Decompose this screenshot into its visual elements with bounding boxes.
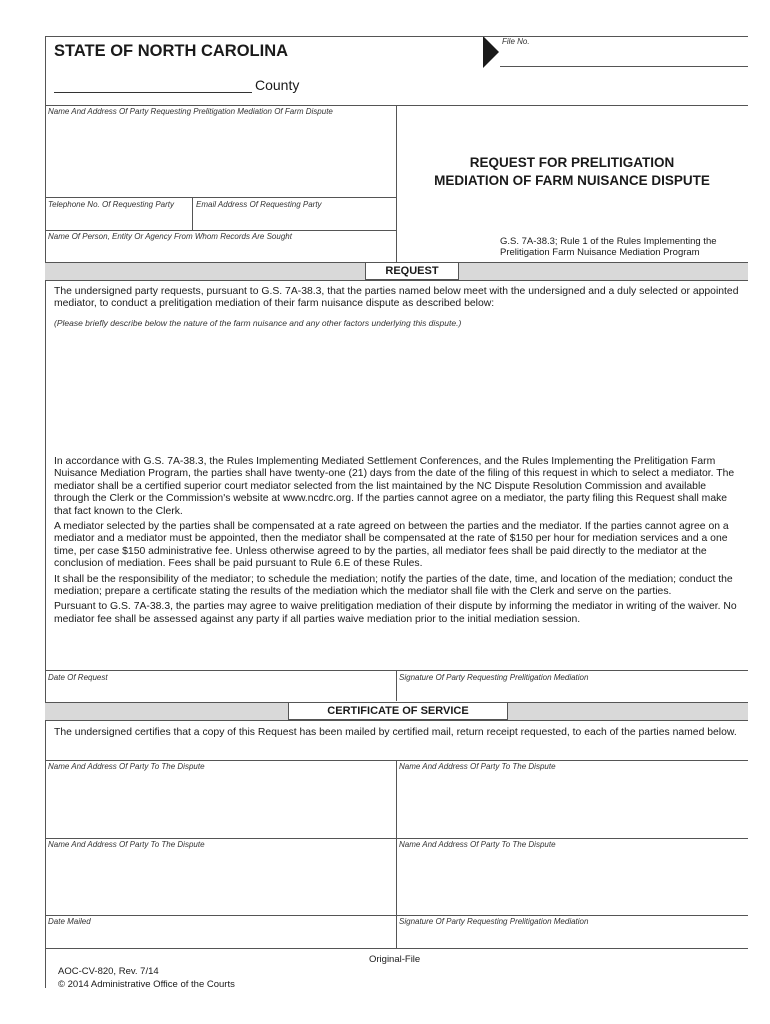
certificate-heading: CERTIFICATE OF SERVICE — [288, 702, 508, 720]
party-3-field[interactable] — [46, 851, 395, 914]
telephone-label: Telephone No. Of Requesting Party — [48, 200, 175, 209]
certificate-signature-field[interactable] — [397, 928, 747, 946]
telephone-field[interactable] — [46, 211, 191, 229]
citation-line2: Prelitigation Farm Nuisance Mediation Program — [500, 247, 700, 258]
request-para-2: A mediator selected by the parties shall be compensated at a rate agreed on between the parties and the mediator. If the parties cannot agree on a mediator and a mediator must be appointed, then the mediator shall be compensated at the rate of $150 per hour for mediation services and a one time, per case $150 administrative fee. Unless otherwise agreed to by the parties, all mediator fees shall be paid directly to the mediator at the conclusion of mediation. Fees shall be paid pursuant to Rule 6.E of these Rules. — [54, 521, 729, 570]
citation-line1: G.S. 7A-38.3; Rule 1 of the Rules Implementing the — [500, 236, 717, 247]
certificate-signature-label: Signature Of Party Requesting Prelitigation Mediation — [399, 917, 589, 926]
party-4-label: Name And Address Of Party To The Dispute — [399, 840, 556, 849]
party-1-field[interactable] — [46, 773, 395, 836]
party-3-label: Name And Address Of Party To The Dispute — [48, 840, 205, 849]
certificate-text: The undersigned certifies that a copy of this Request has been mailed by certified mail, return receipt requested, to each of the parties named below. — [54, 727, 737, 738]
records-sought-field[interactable] — [46, 243, 395, 261]
form-number: AOC-CV-820, Rev. 7/14 — [58, 966, 159, 977]
date-mailed-label: Date Mailed — [48, 917, 91, 926]
requesting-party-label: Name And Address Of Party Requesting Prelitigation Mediation Of Farm Dispute — [48, 107, 333, 116]
copyright: © 2014 Administrative Office of the Courts — [58, 979, 235, 990]
requesting-party-field[interactable] — [46, 118, 395, 196]
request-signature-field[interactable] — [397, 684, 747, 700]
party-2-label: Name And Address Of Party To The Dispute — [399, 762, 556, 771]
request-paragraphs — [54, 456, 744, 629]
request-heading: REQUEST — [365, 262, 459, 280]
form-title-line2: MEDIATION OF FARM NUISANCE DISPUTE — [434, 173, 710, 188]
records-sought-label: Name Of Person, Entity Or Agency From Whom Records Are Sought — [48, 232, 292, 241]
date-mailed-field[interactable] — [46, 928, 395, 946]
form-title-line1: REQUEST FOR PRELITIGATION — [469, 155, 675, 170]
request-signature-label: Signature Of Party Requesting Prelitigation Mediation — [399, 673, 589, 682]
date-of-request-label: Date Of Request — [48, 673, 108, 682]
email-field[interactable] — [193, 211, 395, 229]
file-no-label: File No. — [502, 37, 530, 46]
party-1-label: Name And Address Of Party To The Dispute — [48, 762, 205, 771]
dispute-description-field[interactable] — [54, 332, 744, 450]
party-2-field[interactable] — [397, 773, 747, 836]
date-of-request-field[interactable] — [46, 684, 395, 700]
request-para-4: Pursuant to G.S. 7A-38.3, the parties may agree to waive prelitigation mediation of their dispute by informing the mediator in writing of the waiver. No mediator fee shall be assessed against any party if all parties waive mediation prior to the initial mediation session. — [54, 601, 737, 625]
state-title: STATE OF NORTH CAROLINA — [54, 42, 289, 60]
request-intro: The undersigned party requests, pursuant to G.S. 7A-38.3, that the parties named below meet with the undersigned and a duly selected or appointed mediator, to conduct a prelitigation mediation of their farm nuisance dispute as described below: — [54, 286, 739, 310]
party-4-field[interactable] — [397, 851, 747, 914]
county-label: County — [255, 77, 300, 93]
request-para-1: In accordance with G.S. 7A-38.3, the Rules Implementing Mediated Settlement Conferences, and the Rules Implementing the Prelitigation Farm Nuisance Mediation Program, the parties shall have twenty-one (21) days from the date of the filing of this request in which to select a mediator. The mediator shall be a certified superior court mediator selected from the list maintained by the NC Dispute Resolution Commission and available through the Clerk or the Commission's website at www.ncdrc.org. If the parties cannot agree on a mediator, the party filing this Request shall make that fact known to the Clerk. — [54, 456, 735, 517]
file-no-field[interactable] — [500, 48, 748, 66]
request-instruction: (Please briefly describe below the nature of the farm nuisance and any other factors underlying this dispute.) — [54, 318, 462, 328]
email-label: Email Address Of Requesting Party — [196, 200, 322, 209]
county-line[interactable] — [54, 92, 252, 93]
copy-designation: Original-File — [369, 954, 421, 965]
file-no-arrow-icon — [483, 36, 499, 68]
request-para-3: It shall be the responsibility of the mediator; to schedule the mediation; notify the parties of the date, time, and location of the mediation; conduct the mediation; prepare a certificate stating the results of the mediation which the mediator shall file with the Clerk and serve on the parties. — [54, 573, 733, 598]
